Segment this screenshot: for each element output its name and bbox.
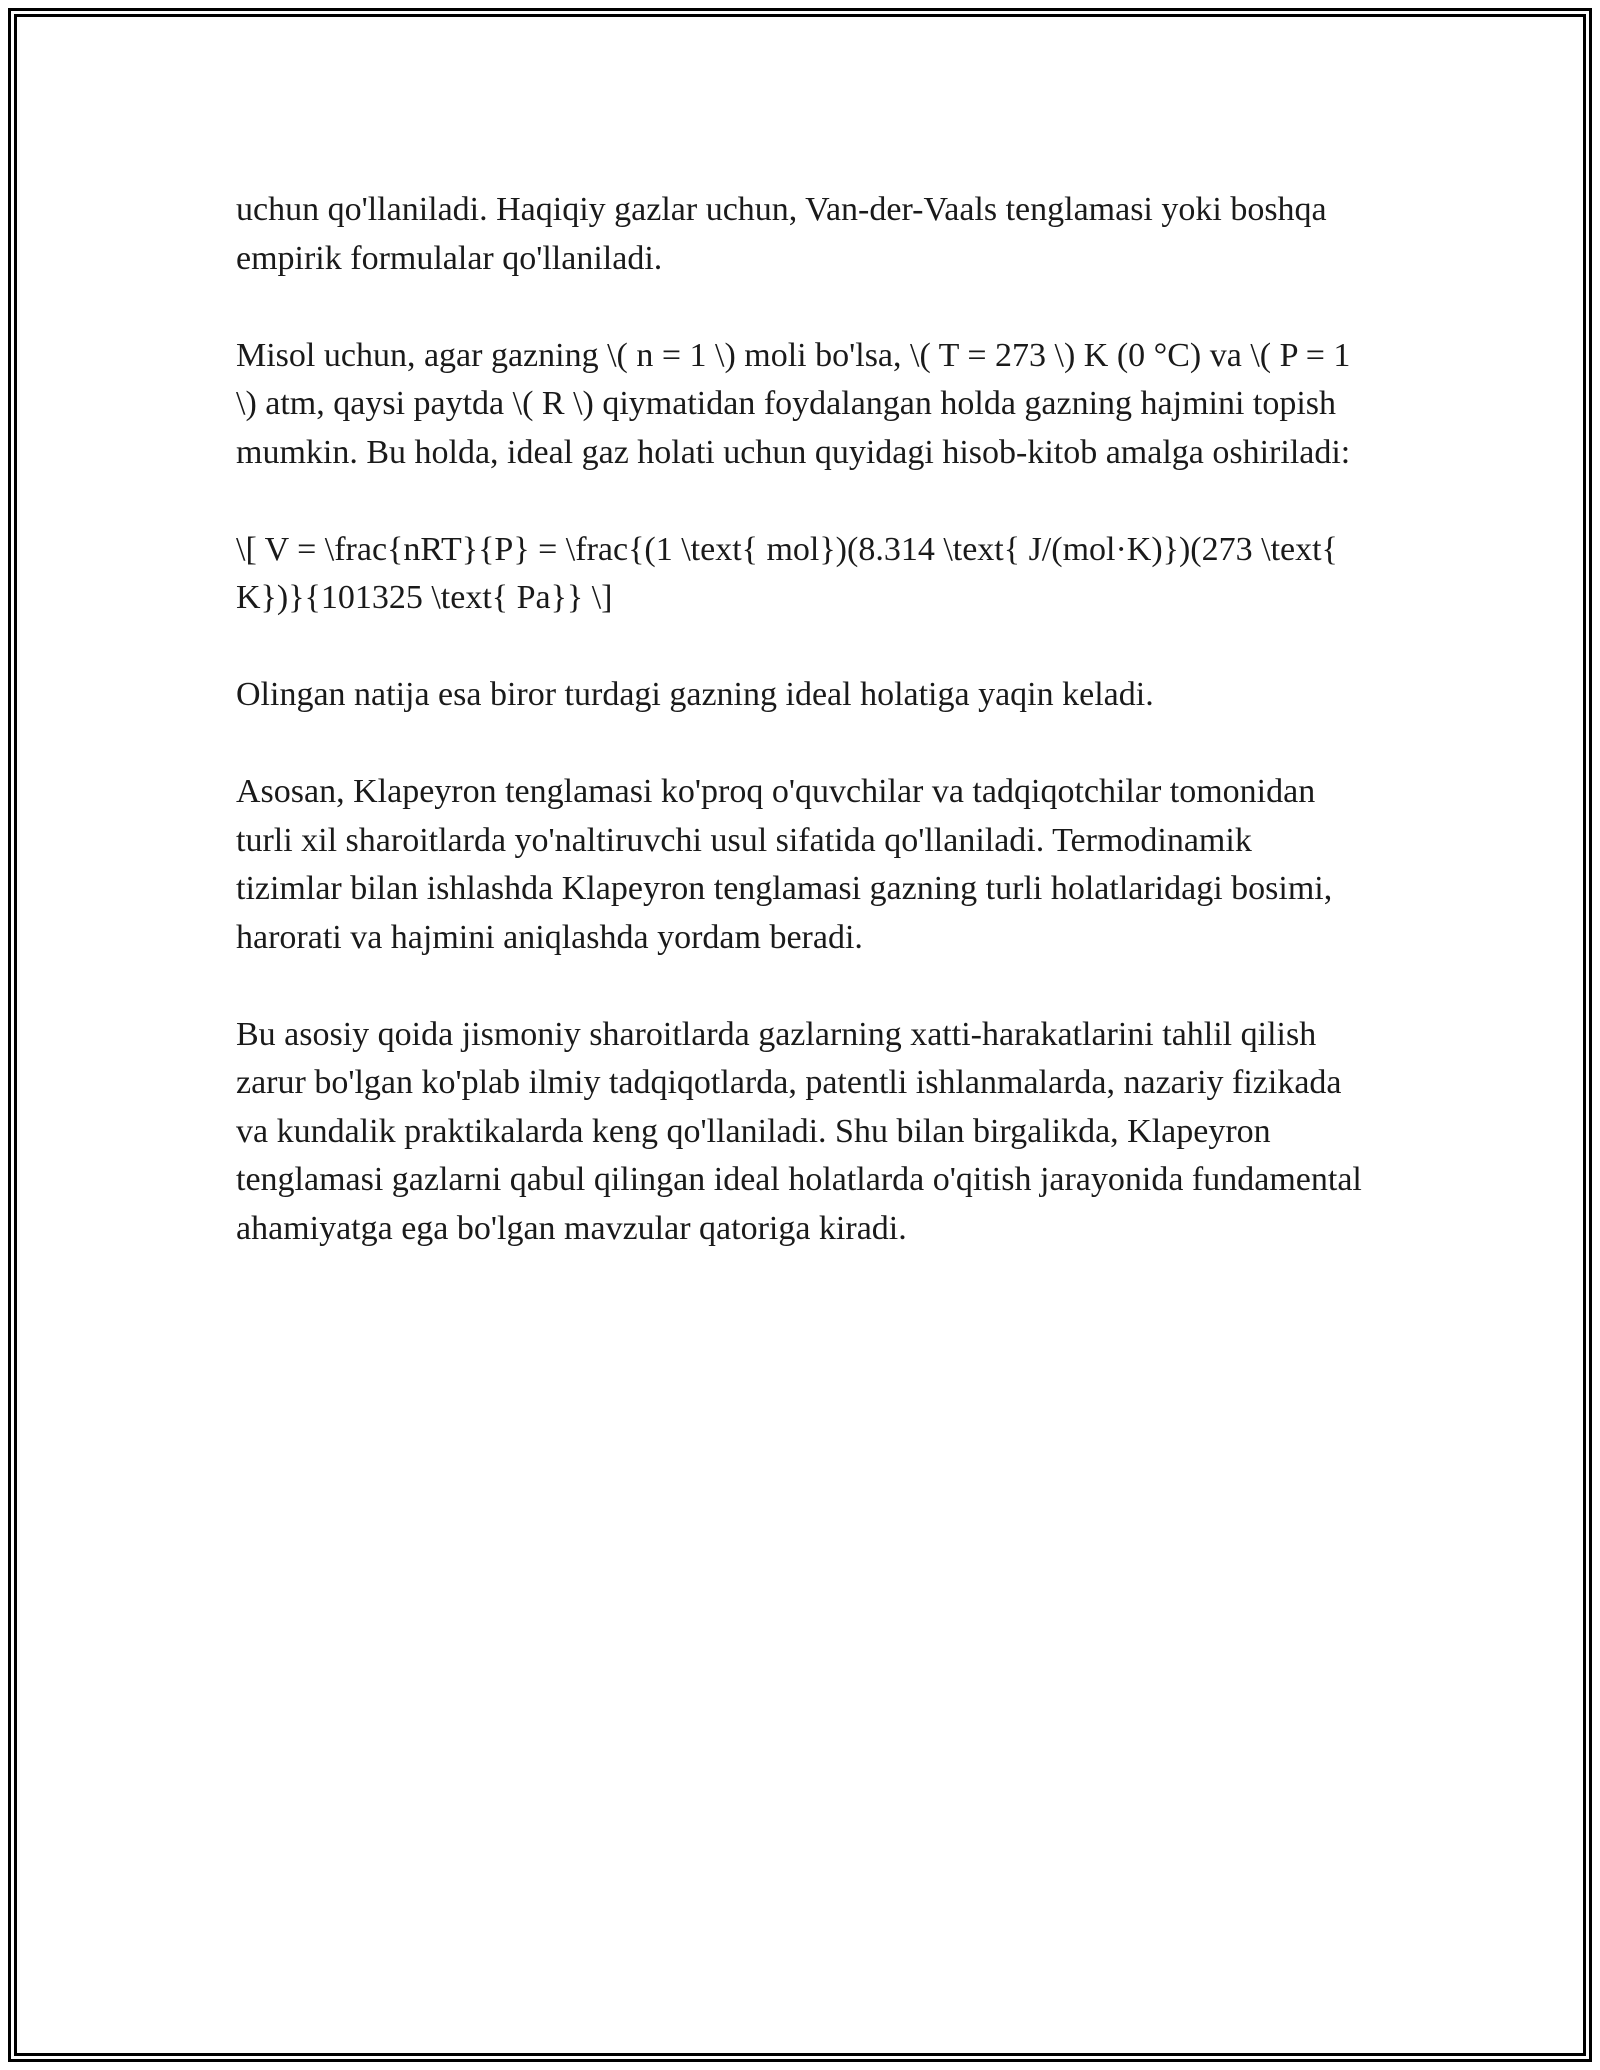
paragraph-result: Olingan natija esa biror turdagi gazning ideal holatiga yaqin keladi. xyxy=(236,676,1154,713)
paragraph-example: Misol uchun, agar gazning \( n = 1 \) moli bo'lsa, \( T = 273 \) K (0 °C) va \( P = 1 \) atm, qaysi paytda \( R \) qiymatidan foydalangan holda gazning hajmini topish mumkin. Bu holda, ideal gaz holati uchun quyidagi hisob-kitob amalga oshiriladi: xyxy=(236,336,1351,471)
paragraph-conclusion: Bu asosiy qoida jismoniy sharoitlarda gazlarning xatti-harakatlarini tahlil qilish zarur bo'lgan ko'plab ilmiy tadqiqotlarda, patentli ishlanmalarda, nazariy fizikada va kundalik praktikalarda keng qo'llaniladi. Shu bilan birgalikda, Klapeyron tenglamasi gazlarni qabul qilingan ideal holatlarda o'qitish jarayonida fundamental ahamiyatga ega bo'lgan mavzular qatoriga kiradi. xyxy=(236,1015,1362,1247)
paragraph-equation: \[ V = \frac{nRT}{P} = \frac{(1 \text{ mol})(8.314 \text{ J/(mol·K)})(273 \text{ K})}{101325 \text{ Pa}} \] xyxy=(236,530,1338,616)
paragraph-gas-formulas: uchun qo'llaniladi. Haqiqiy gazlar uchun, Van-der-Vaals tenglamasi yoki boshqa empirik formulalar qo'llaniladi. xyxy=(236,191,1327,277)
paragraph-usage: Asosan, Klapeyron tenglamasi ko'proq o'quvchilar va tadqiqotchilar tomonidan turli xil sharoitlarda yo'naltiruvchi usul sifatida qo'llaniladi. Termodinamik tizimlar bilan ishlashda Klapeyron tenglamasi gazning turli holatlaridagi bosimi, harorati va hajmini aniqlashda yordam beradi. xyxy=(236,773,1333,956)
document-body xyxy=(236,186,1366,1302)
